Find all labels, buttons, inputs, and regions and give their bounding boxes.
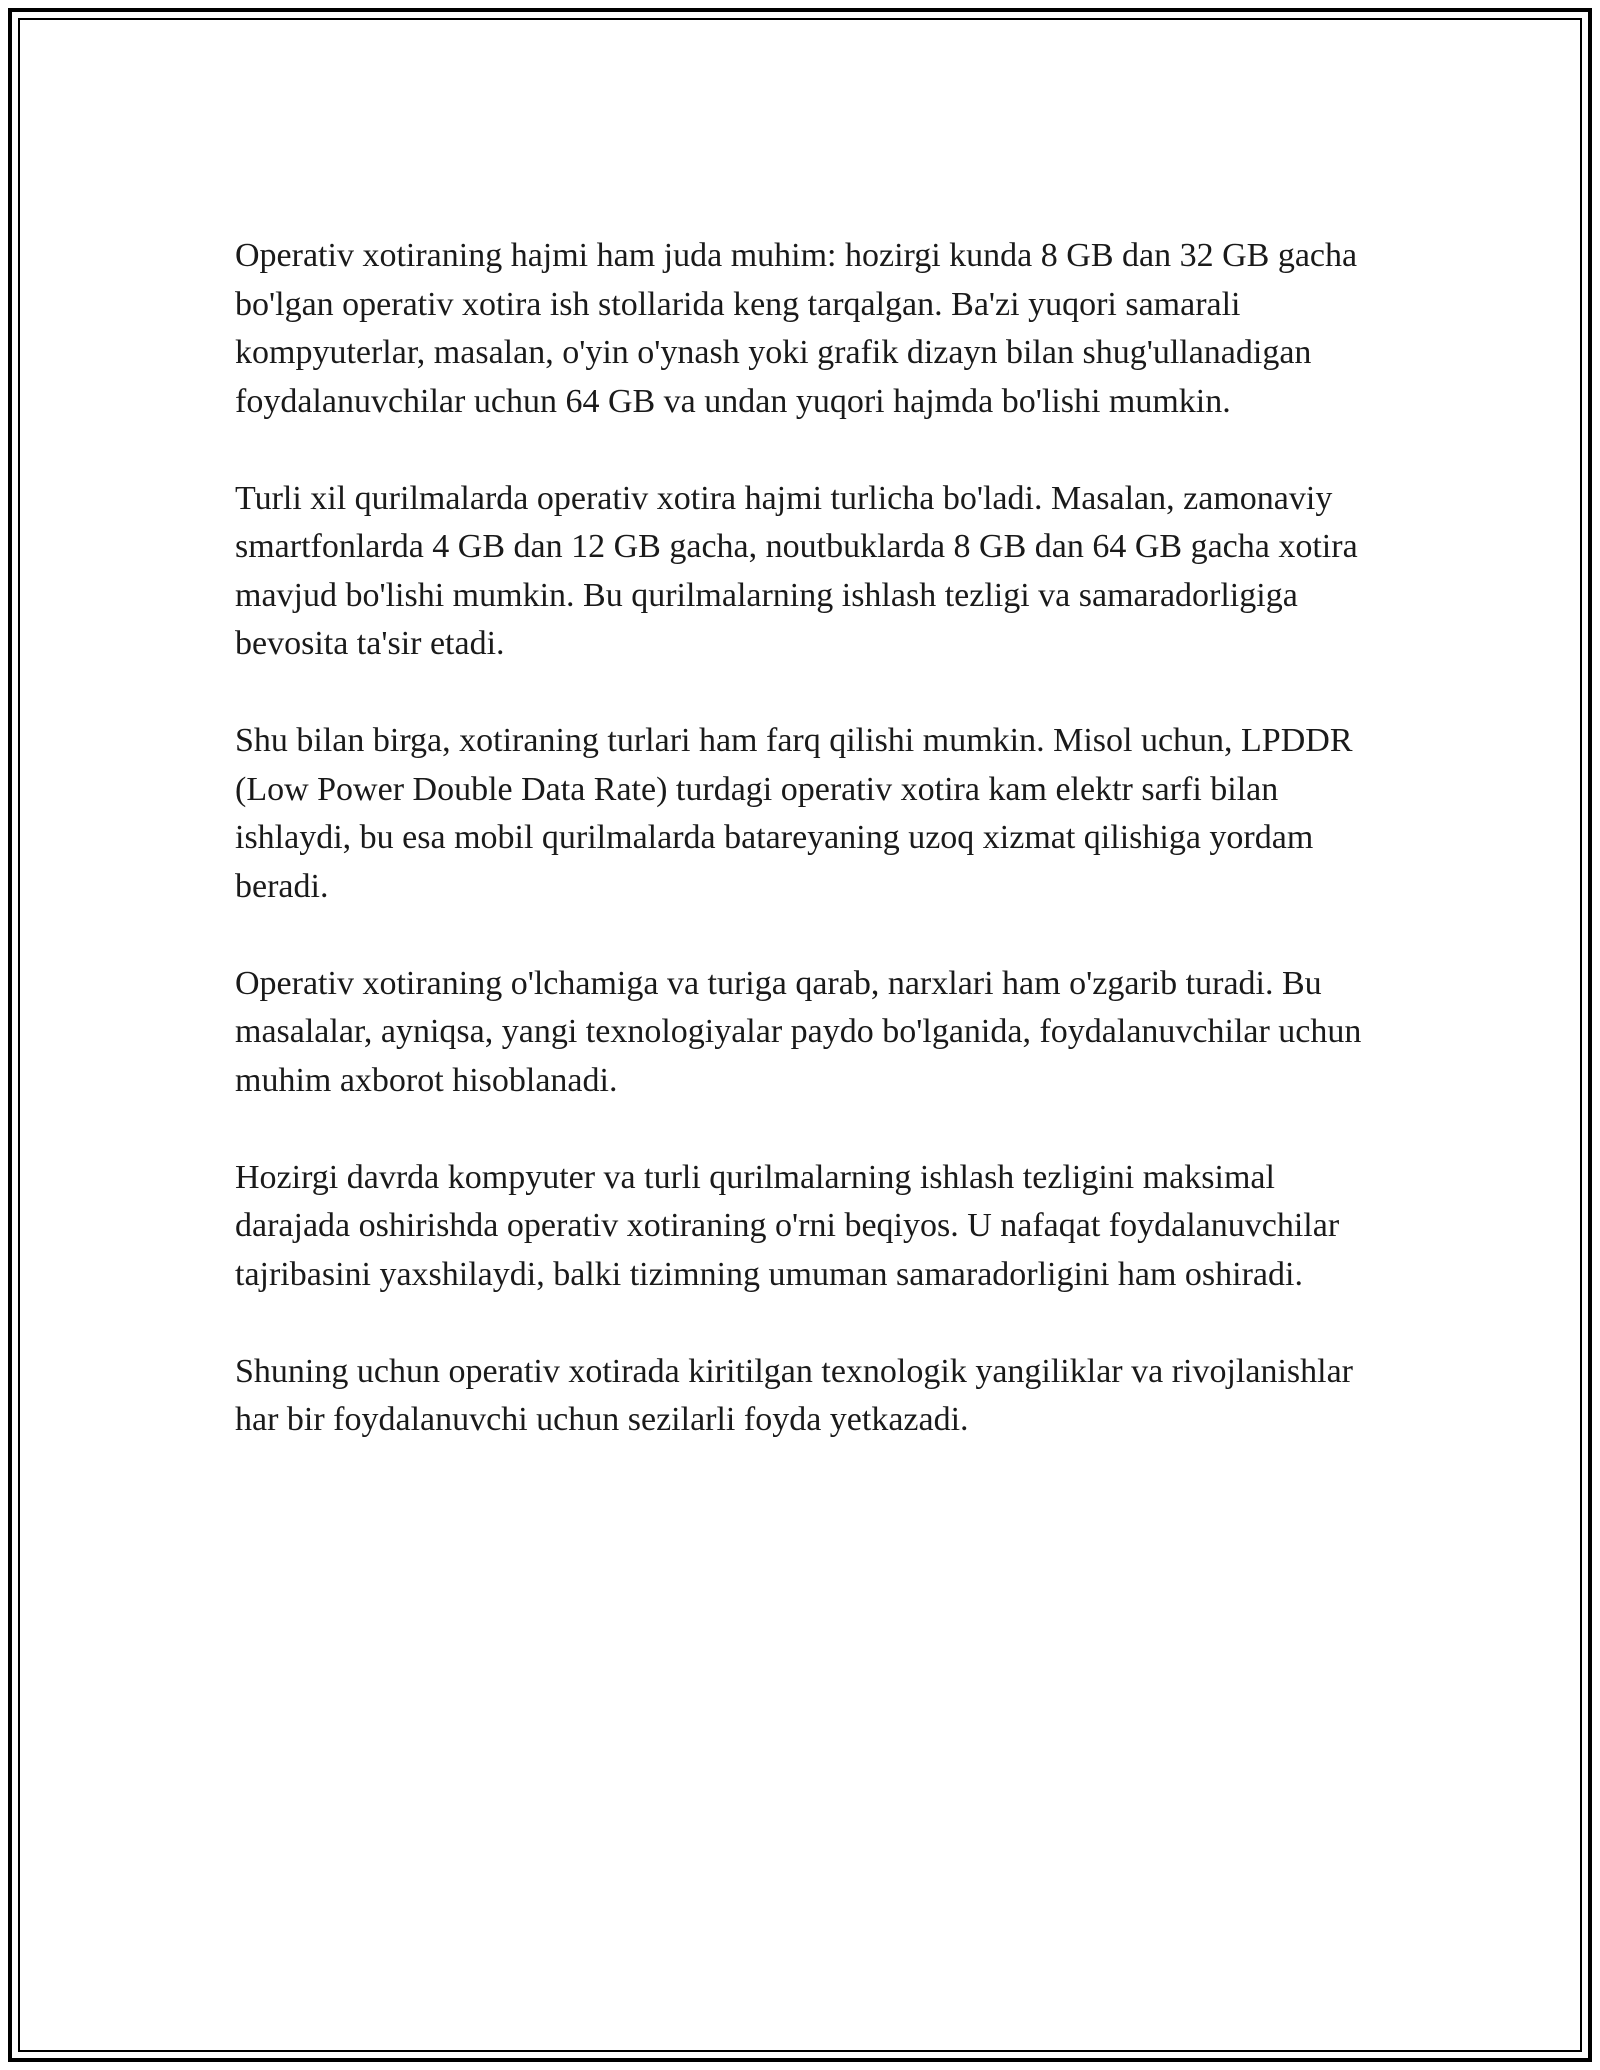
paragraph-6: Shuning uchun operativ xotirada kiritilgan texnologik yangiliklar va rivojlanishlar har bir foydalanuvchi uchun sezilarli foyda yetkazadi. <box>235 1352 1353 1438</box>
paragraph-1: Operativ xotiraning hajmi ham juda muhim: hozirgi kunda 8 GB dan 32 GB gacha bo'lgan operativ xotira ish stollarida keng tarqalgan. Ba'zi yuqori samarali kompyuterlar, masalan, o'yin o'ynash yoki grafik dizayn bilan shug'ullanadigan foydalanuvchilar uchun 64 GB va undan yuqori hajmda bo'lishi mumkin. <box>235 237 1358 420</box>
paragraph-4: Operativ xotiraning o'lchamiga va turiga qarab, narxlari ham o'zgarib turadi. Bu masalalar, ayniqsa, yangi texnologiyalar paydo bo'lganida, foydalanuvchilar uchun muhim axborot hisoblanadi. <box>235 964 1362 1099</box>
paragraph-2: Turli xil qurilmalarda operativ xotira hajmi turlicha bo'ladi. Masalan, zamonaviy smartfonlarda 4 GB dan 12 GB gacha, noutbuklarda 8 GB dan 64 GB gacha xotira mavjud bo'lishi mumkin. Bu qurilmalarning ishlash tezligi va samaradorligiga bevosita ta'sir etadi. <box>235 479 1358 662</box>
paragraph-3: Shu bilan birga, xotiraning turlari ham farq qilishi mumkin. Misol uchun, LPDDR (Low Power Double Data Rate) turdagi operativ xotira kam elektr sarfi bilan ishlaydi, bu esa mobil qurilmalarda batareyaning uzoq xizmat qilishiga yordam beradi. <box>235 722 1353 905</box>
document-body <box>235 232 1395 1445</box>
paragraph-5: Hozirgi davrda kompyuter va turli qurilmalarning ishlash tezligini maksimal darajada oshirishda operativ xotiraning o'rni beqiyos. U nafaqat foydalanuvchilar tajribasini yaxshilaydi, balki tizimning umuman samaradorligini ham oshiradi. <box>235 1158 1340 1293</box>
